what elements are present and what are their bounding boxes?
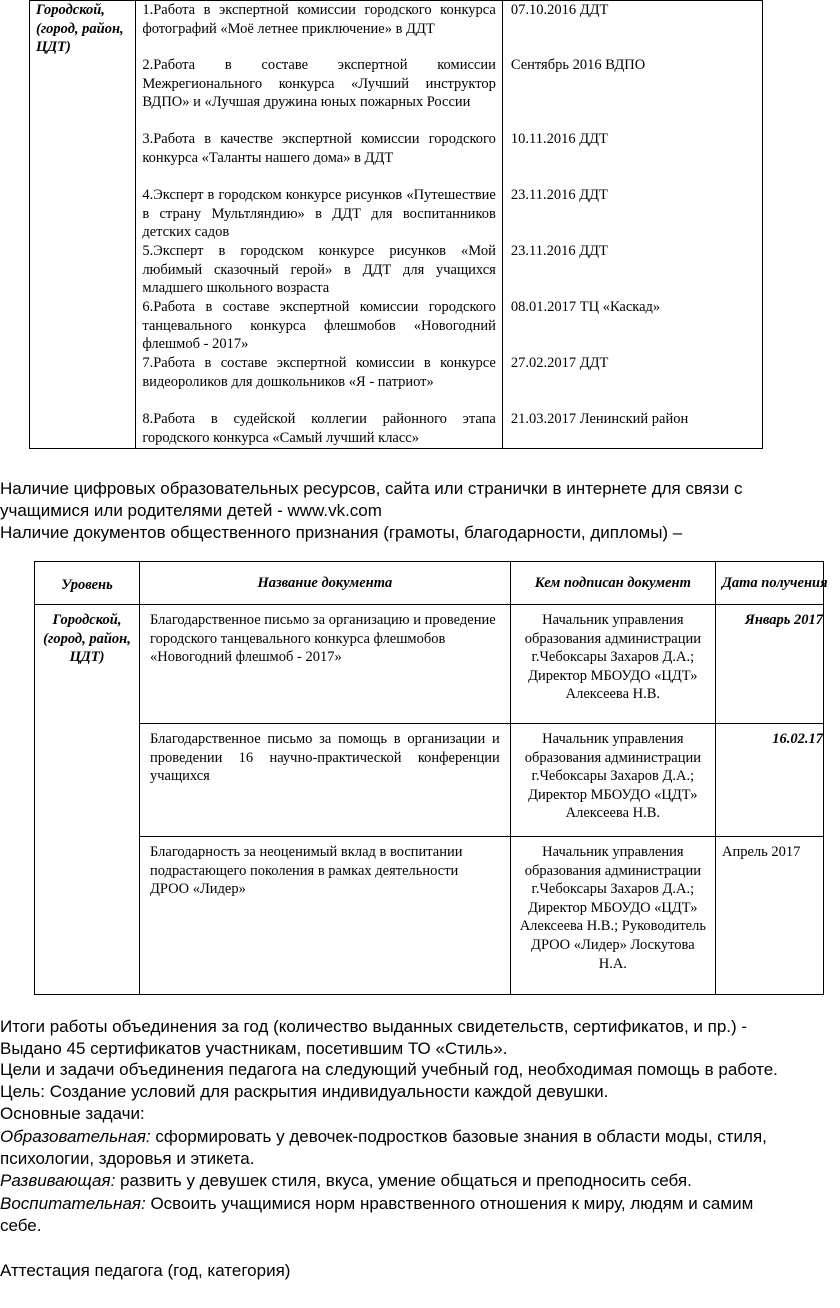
results-line-2: Выдано 45 сертификатов участникам, посетившим ТО «Стиль».	[0, 1039, 508, 1058]
upbringing-task-cont: себе.	[0, 1216, 42, 1235]
results-line-1: Итоги работы объединения за год (количество выданных свидетельств, сертификатов, и пр.) -	[0, 1017, 748, 1036]
doc-name-cell: Благодарственное письмо за организацию и проведение городского танцевального конкурса флешмобов «Новогодний флешмоб - 2017»	[140, 605, 511, 724]
educational-task-cont: психологии, здоровья и этикета.	[0, 1149, 255, 1168]
educational-text: сформировать у девочек-подростков базовые знания в области моды, стиля,	[150, 1127, 767, 1146]
doc-signed-cell: Начальник управления образования администрации г.Чебоксары Захаров Д.А.; Директор МБОУДО «ЦДТ» Алексеева Н.В.; Руководитель ДРОО «Лидер» Лоскутова Н.А.	[510, 837, 715, 995]
activities-table	[29, 0, 763, 449]
activity-item: 6.Работа в составе экспертной комиссии городского танцевального конкурса флешмобов «Новогодний флешмоб - 2017»	[142, 299, 496, 353]
goal-text: Цель: Создание условий для раскрытия индивидуальности каждой девушки.	[0, 1082, 609, 1101]
developing-text: развить у девушек стиля, вкуса, умение общаться и преподносить себя.	[115, 1171, 692, 1190]
header-level: Уровень	[35, 562, 140, 605]
digital-resources-text: Наличие цифровых образовательных ресурсов, сайта или странички в интернете для связи с учащимися или родителями детей - www.vk.com	[0, 479, 743, 520]
date-item: 27.02.2017 ДДТ	[510, 355, 609, 371]
header-signed: Кем подписан документ	[510, 562, 715, 605]
tasks-heading: Основные задачи:	[0, 1104, 145, 1123]
date-item: Сентябрь 2016 ВДПО	[510, 57, 646, 73]
date-item: 23.11.2016 ДДТ	[510, 243, 608, 259]
educational-label: Образовательная:	[0, 1127, 151, 1146]
activity-item: 1.Работа в экспертной комиссии городского конкурса фотографий «Моё летнее приключение» в ДДТ	[142, 2, 496, 37]
doc-name-cell: Благодарность за неоценимый вклад в воспитании подрастающего поколения в рамках деятельности ДРОО «Лидер»	[140, 837, 511, 995]
date-item: 10.11.2016 ДДТ	[510, 131, 608, 147]
doc-signed-cell: Начальник управления образования администрации г.Чебоксары Захаров Д.А.; Директор МБОУДО «ЦДТ» Алексеева Н.В.	[510, 605, 715, 724]
table-row	[35, 837, 824, 995]
doc-date-cell: Апрель 2017	[715, 837, 823, 995]
header-name: Название документа	[140, 562, 511, 605]
upbringing-text: Освоить учащимися норм нравственного отношения к миру, людям и самим	[145, 1194, 754, 1213]
docs-level-cell: Городской, (город, район, ЦДТ)	[35, 605, 140, 995]
educational-task	[0, 1126, 840, 1148]
activities-cell	[136, 1, 503, 449]
activity-item: 4.Эксперт в городском конкурсе рисунков «Путешествие в страну Мультляндию» в ДДТ для воспитанников детских садов	[142, 187, 496, 241]
level-cell: Городской, (город, район, ЦДТ)	[30, 1, 136, 449]
doc-signed-cell: Начальник управления образования администрации г.Чебоксары Захаров Д.А.; Директор МБОУДО «ЦДТ» Алексеева Н.В.	[510, 724, 715, 837]
doc-name-cell: Благодарственное письмо за помощь в организации и проведении 16 научно-практической конференции учащихся	[140, 724, 511, 837]
activity-item: 7.Работа в составе экспертной комиссии в конкурсе видеороликов для дошкольников «Я - патриот»	[142, 355, 496, 390]
developing-task	[0, 1170, 840, 1192]
date-item: 07.10.2016 ДДТ	[510, 2, 609, 18]
date-item: 23.11.2016 ДДТ	[510, 187, 608, 203]
date-item: 08.01.2017 ТЦ «Каскад»	[510, 299, 661, 315]
documents-table	[34, 561, 828, 995]
results-line-3: Цели и задачи объединения педагога на следующий учебный год, необходимая помощь в работе.	[0, 1060, 778, 1079]
activity-item: 3.Работа в качестве экспертной комиссии городского конкурса «Таланты нашего дома» в ДДТ	[142, 131, 496, 166]
table-row	[35, 724, 824, 837]
upbringing-label: Воспитательная:	[0, 1194, 146, 1213]
doc-date-cell: Январь 2017	[715, 605, 823, 724]
dates-cell	[502, 1, 762, 449]
date-item: 21.03.2017 Ленинский район	[510, 411, 689, 427]
developing-label: Развивающая:	[0, 1171, 116, 1190]
activity-item: 8.Работа в судейской коллегии районного этапа городского конкурса «Самый лучший класс»	[142, 411, 496, 446]
activity-item: 5.Эксперт в городском конкурсе рисунков «Мой любимый сказочный герой» в ДДТ для учащихся младшего школьного возраста	[142, 243, 496, 297]
attestation-text: Аттестация педагога (год, категория)	[0, 1261, 291, 1280]
activity-item: 2.Работа в составе экспертной комиссии Межрегионального конкурса «Лучший инструктор ВДПО» и «Лучшая дружина юных пожарных России	[142, 57, 496, 111]
documents-heading: Наличие документов общественного признания (грамоты, благодарности, дипломы) –	[0, 523, 683, 542]
table-header-row	[35, 562, 824, 605]
table-row	[35, 605, 824, 724]
doc-date-cell: 16.02.17	[715, 724, 823, 837]
header-date: Дата получения	[715, 562, 823, 605]
upbringing-task	[0, 1193, 840, 1215]
